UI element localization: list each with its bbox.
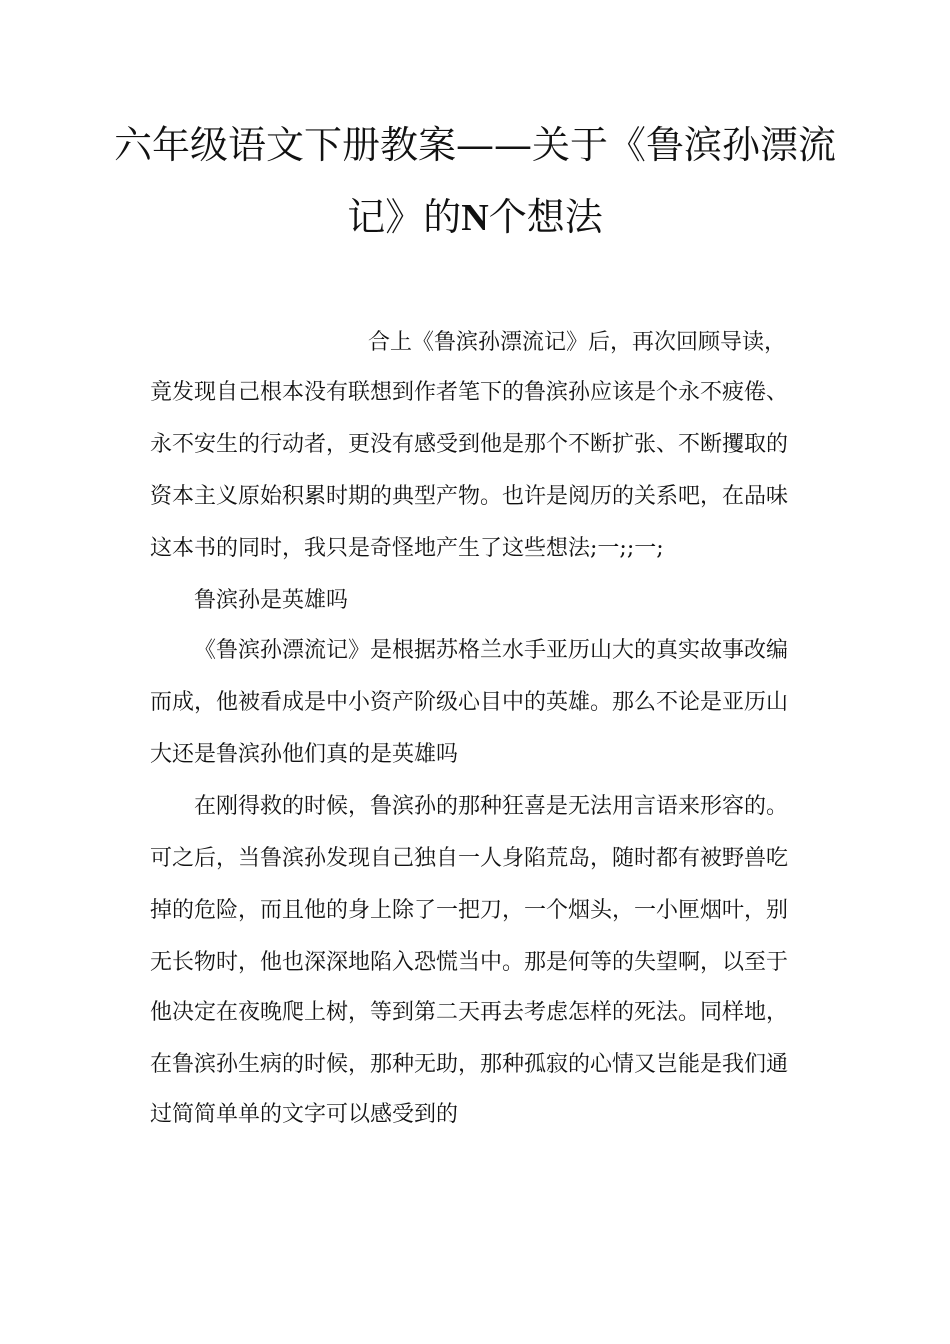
paragraph-3-line-1: 在刚得救的时候，鲁滨孙的那种狂喜是无法用言语来形容的。	[194, 794, 789, 819]
paragraph-3-line-4: 无长物时，他也深深地陷入恐慌当中。那是何等的失望啊，以至于	[150, 950, 789, 975]
title-text-2-suffix: 个想法	[488, 195, 603, 239]
title-text-2-prefix: 记》的	[347, 195, 462, 239]
paragraph-3-line-3: 掉的危险，而且他的身上除了一把刀，一个烟头，一小匣烟叶，别	[150, 898, 789, 923]
title-line-1	[100, 123, 850, 167]
paragraph-2-line-1: 《鲁滨孙漂流记》是根据苏格兰水手亚历山大的真实故事改编	[194, 638, 789, 663]
paragraph-2-line-3: 大还是鲁滨孙他们真的是英雄吗	[150, 742, 459, 767]
title-text-2-bold: N	[461, 197, 489, 239]
title-text-1: 六年级语文下册教案——关于《鲁滨孙漂流	[113, 123, 836, 167]
paragraph-3-line-6: 在鲁滨孙生病的时候，那种无助，那种孤寂的心情又岂能是我们通	[150, 1052, 789, 1077]
paragraph-1-line-1: 合上《鲁滨孙漂流记》后，再次回顾导读，	[368, 330, 787, 355]
title-line-2	[100, 195, 850, 239]
section-heading: 鲁滨孙是英雄吗	[194, 588, 349, 613]
paragraph-3-line-2: 可之后，当鲁滨孙发现自己独自一人身陷荒岛，随时都有被野兽吃	[150, 846, 789, 871]
paragraph-3-line-5: 他决定在夜晚爬上树，等到第二天再去考虑怎样的死法。同样地，	[150, 1000, 789, 1025]
paragraph-1-line-3: 永不安生的行动者，更没有感受到他是那个不断扩张、不断攫取的	[150, 432, 789, 457]
paragraph-3-line-7: 过简简单单的文字可以感受到的	[150, 1102, 459, 1127]
paragraph-1-line-2: 竟发现自己根本没有联想到作者笔下的鲁滨孙应该是个永不疲倦、	[150, 380, 789, 405]
paragraph-2-line-2: 而成，他被看成是中小资产阶级心目中的英雄。那么不论是亚历山	[150, 690, 789, 715]
paragraph-1-line-5: 这本书的同时，我只是奇怪地产生了这些想法;一;;一;	[150, 536, 664, 561]
paragraph-1-line-4: 资本主义原始积累时期的典型产物。也许是阅历的关系吧，在品味	[150, 484, 789, 509]
